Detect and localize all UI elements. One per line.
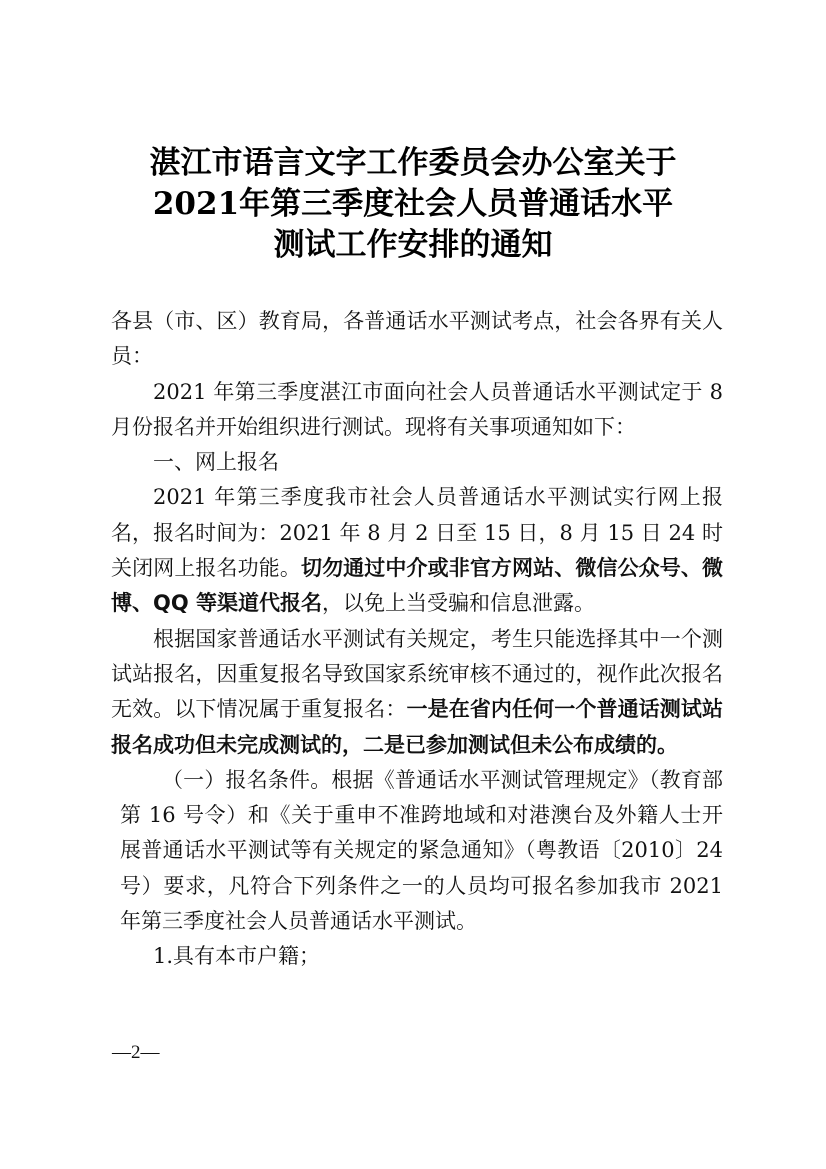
duplicate-cases-text: 一是在省内任何一个普通话测试站报名成功但未完成测试的，二是已参加测试但未公布成绩的。	[111, 697, 723, 757]
registration-time-paragraph	[111, 480, 723, 621]
salutation: 各县（市、区）教育局，各普通话水平测试考点，社会各界有关人员：	[111, 309, 723, 369]
registration-time-text: 2021 年第三季度我市社会人员普通话水平测试实行网上报名，报名时间为：2021 年 8 月 2 日至 15 日，8 月 15 日 24 时关闭网上报名功能。	[111, 485, 723, 581]
duplicate-registration-paragraph	[111, 622, 723, 763]
title-line-3: 测试工作安排的通知	[273, 227, 553, 263]
title-line-1: 湛江市语言文字工作委员会办公室关于	[149, 145, 677, 181]
page-number: —2—	[112, 1042, 160, 1063]
warning-suffix-text: ，以免上当受骗和信息泄露。	[322, 591, 596, 616]
registration-conditions-paragraph: （一）报名条件。根据《普通话水平测试管理规定》（教育部第 16 号令）和《关于重申不准跨地域和对港澳台及外籍人士开展普通话水平测试等有关规定的紧急通知》（粤教语〔2010〕24 号）要求，凡符合下列条件之一的人员均可报名参加我市 2021 年第三季度社会人员普通话水平测试。	[120, 767, 723, 934]
condition-item-1: 1.具有本市户籍；	[153, 944, 321, 969]
intro-paragraph: 2021 年第三季度湛江市面向社会人员普通话水平测试定于 8 月份报名并开始组织进行测试。现将有关事项通知如下：	[111, 379, 723, 439]
title-line-2: 2021年第三季度社会人员普通话水平	[152, 186, 674, 222]
section-heading-online-registration: 一、网上报名	[153, 450, 279, 475]
warning-text: 切勿通过中介或非官方网站、微信公众号、微博、QQ 等渠道代报名	[111, 556, 724, 616]
duplicate-rule-text: 根据国家普通话水平测试有关规定，考生只能选择其中一个测试站报名，因重复报名导致国家系统审核不通过的，视作此次报名无效。以下情况属于重复报名：	[111, 626, 723, 722]
document-title	[100, 143, 726, 266]
document-body	[111, 304, 723, 975]
